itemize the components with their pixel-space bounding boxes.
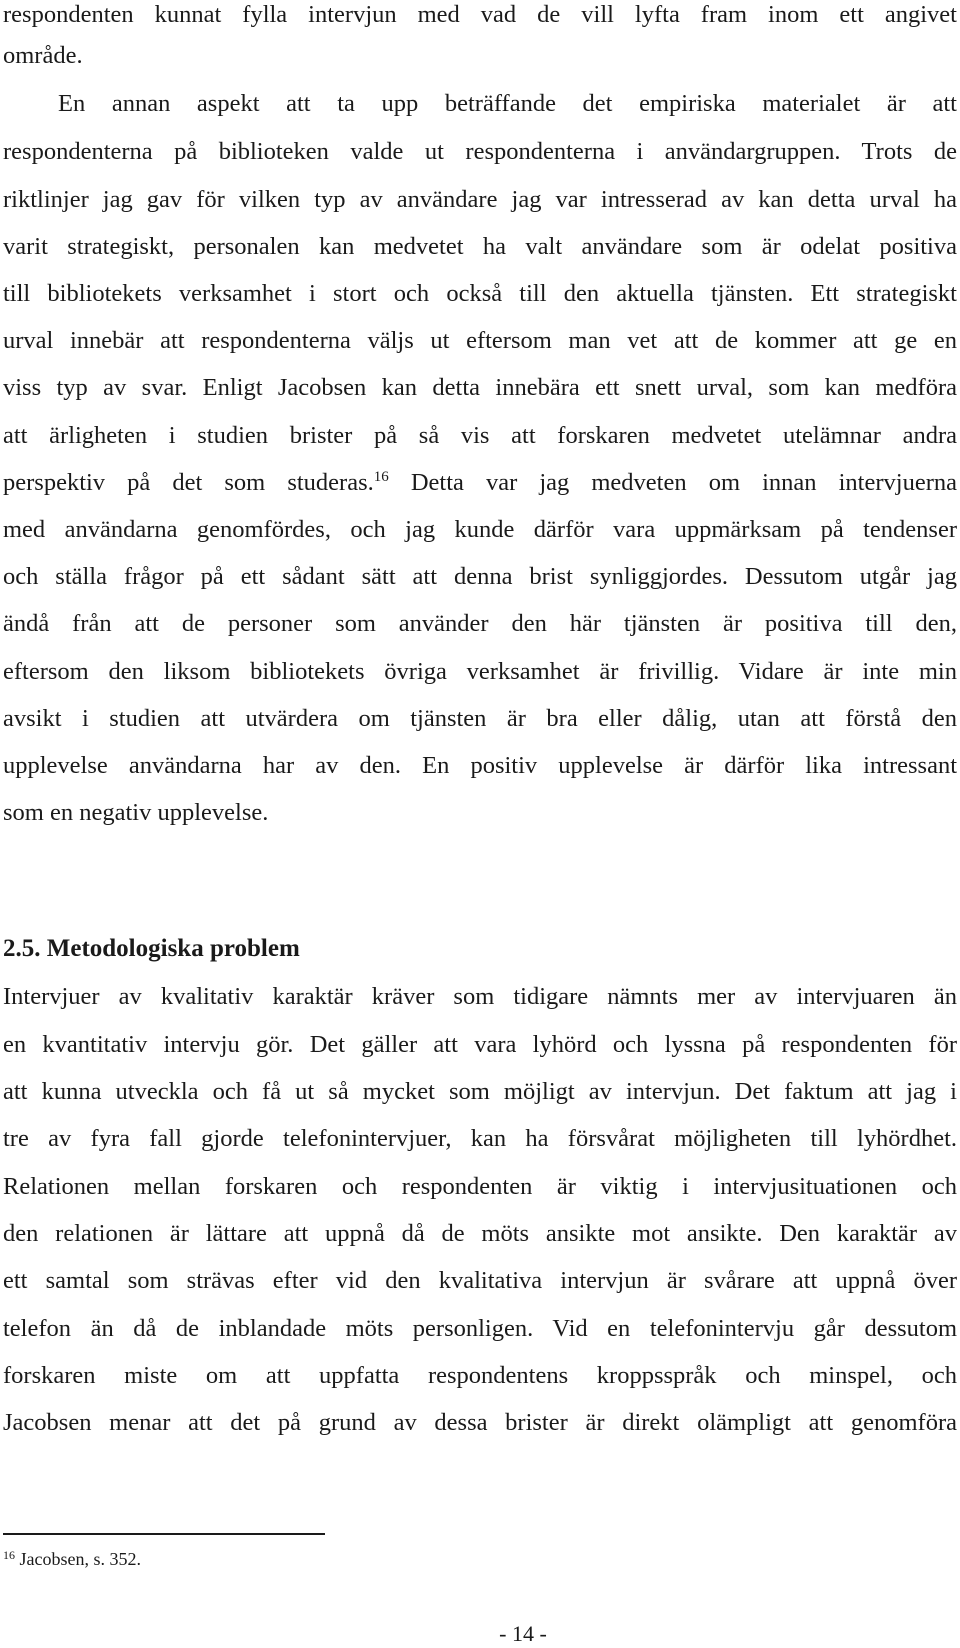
body-line: område. [3, 42, 83, 69]
footnote-separator [3, 1533, 325, 1535]
body-line: ändå från att de personer som använder den här tjänsten är positiva till den, [3, 610, 957, 637]
body-line: urval innebär att respondenterna väljs ut eftersom man vet att de kommer att ge en [3, 327, 957, 354]
body-text: perspektiv på det som studeras. [3, 469, 374, 496]
page-number: - 14 - [499, 1621, 547, 1646]
footnote-text: Jacobsen, s. 352. [15, 1549, 141, 1569]
body-line: riktlinjer jag gav för vilken typ av användare jag var intresserad av kan detta urval ha [3, 186, 957, 213]
body-line: upplevelse användarna har av den. En positiv upplevelse är därför lika intressant [3, 752, 957, 779]
body-line: En annan aspekt att ta upp beträffande det empiriska materialet är att [58, 90, 957, 117]
body-line: tre av fyra fall gjorde telefonintervjuer, kan ha försvårat möjligheten till lyhördhet. [3, 1125, 957, 1152]
body-line: Intervjuer av kvalitativ karaktär kräver som tidigare nämnts mer av intervjuaren än [3, 983, 957, 1010]
body-line: en kvantitativ intervju gör. Det gäller att vara lyhörd och lyssna på respondenten för [3, 1031, 957, 1058]
body-line: med användarna genomfördes, och jag kunde därför vara uppmärksam på tendenser [3, 516, 957, 543]
section-heading: 2.5. Metodologiska problem [3, 935, 300, 962]
footnote-number: 16 [3, 1548, 15, 1562]
body-line: avsikt i studien att utvärdera om tjänsten är bra eller dålig, utan att förstå den [3, 705, 957, 732]
body-line: viss typ av svar. Enligt Jacobsen kan detta innebära ett snett urval, som kan medföra [3, 374, 957, 401]
body-line: och ställa frågor på ett sådant sätt att denna brist synliggjordes. Dessutom utgår jag [3, 563, 957, 590]
body-line: forskaren miste om att uppfatta respondentens kroppsspråk och minspel, och [3, 1362, 957, 1389]
body-line: varit strategiskt, personalen kan medvetet ha valt användare som är odelat positiva [3, 233, 957, 260]
body-line: att ärligheten i studien brister på så vis att forskaren medvetet utelämnar andra [3, 422, 957, 449]
body-line: respondenten kunnat fylla intervjun med vad de vill lyfta fram inom ett angivet [3, 1, 957, 28]
body-line: eftersom den liksom bibliotekets övriga verksamhet är frivillig. Vidare är inte min [3, 658, 957, 685]
body-line-with-footnote [3, 468, 957, 498]
body-line: Relationen mellan forskaren och respondenten är viktig i intervjusituationen och [3, 1173, 957, 1200]
body-text: Detta var jag medveten om innan intervjuerna [388, 469, 957, 496]
body-line: som en negativ upplevelse. [3, 799, 269, 826]
footnote-reference[interactable]: 16 [373, 469, 389, 485]
body-line: att kunna utveckla och få ut så mycket som möjligt av intervjun. Det faktum att jag i [3, 1078, 957, 1105]
body-line: respondenterna på biblioteken valde ut respondenterna i användargruppen. Trots de [3, 138, 957, 165]
body-line: ett samtal som strävas efter vid den kvalitativa intervjun är svårare att uppnå över [3, 1267, 957, 1294]
body-line: telefon än då de inblandade möts personligen. Vid en telefonintervju går dessutom [3, 1315, 957, 1342]
body-line: Jacobsen menar att det på grund av dessa brister är direkt olämpligt att genomföra [3, 1409, 957, 1436]
body-line: till bibliotekets verksamhet i stort och också till den aktuella tjänsten. Ett strategiskt [3, 280, 957, 307]
body-line: den relationen är lättare att uppnå då de möts ansikte mot ansikte. Den karaktär av [3, 1220, 957, 1247]
footnote [3, 1547, 141, 1571]
